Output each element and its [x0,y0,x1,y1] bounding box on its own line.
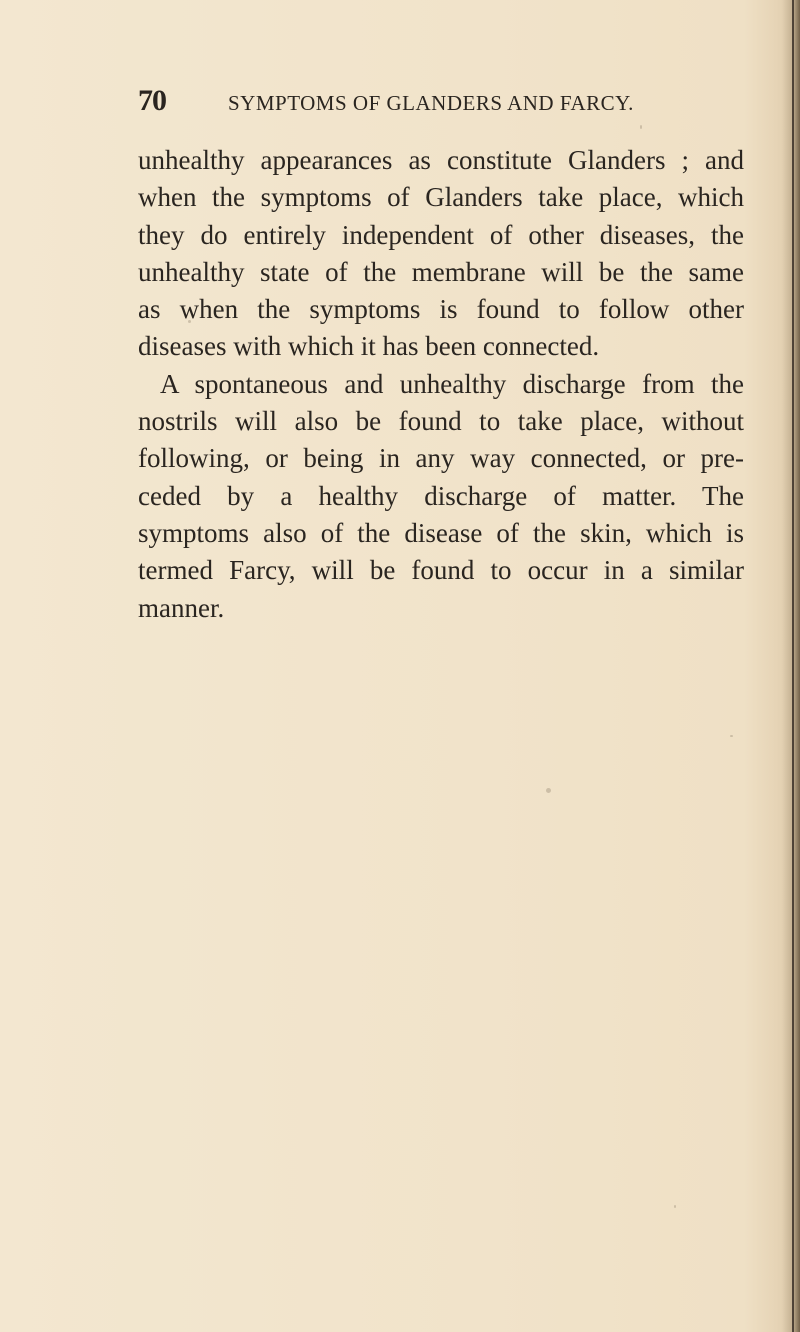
paper-speck [188,320,191,323]
text-line: termed Farcy, will be found to occur in a similar [138,555,744,586]
text-line: diseases with which it has been connected. [138,331,600,362]
paper-speck [546,788,551,793]
text-line: when the symptoms of Glanders take place, which [138,182,744,213]
page-edge-shadow [782,0,800,1332]
text-line: they do entirely independent of other diseases, the [138,219,744,250]
running-head-title: SYMPTOMS OF GLANDERS AND FARCY. [228,91,634,115]
text-line: following, or being in any way connected, or pre- [138,443,744,474]
page-number: 70 [138,84,166,117]
text-line: unhealthy appearances as constitute Glanders ; and [138,145,744,175]
text-line: as when the symptoms is found to follow other [138,294,744,325]
text-line: unhealthy state of the membrane will be the same [138,256,744,287]
text-line: ceded by a healthy discharge of matter. The [138,480,744,511]
text-line: A spontaneous and unhealthy discharge from the [160,368,744,399]
running-head [138,84,738,124]
paper-speck [674,1205,676,1208]
body-text [138,142,744,627]
text-line: symptoms also of the disease of the skin, which is [138,517,744,548]
paper-speck [640,125,642,129]
page-edge-line [792,0,794,1332]
text-line: nostrils will also be found to take place, without [138,406,744,437]
text-line: manner. [138,592,225,623]
paper-speck [730,735,733,737]
